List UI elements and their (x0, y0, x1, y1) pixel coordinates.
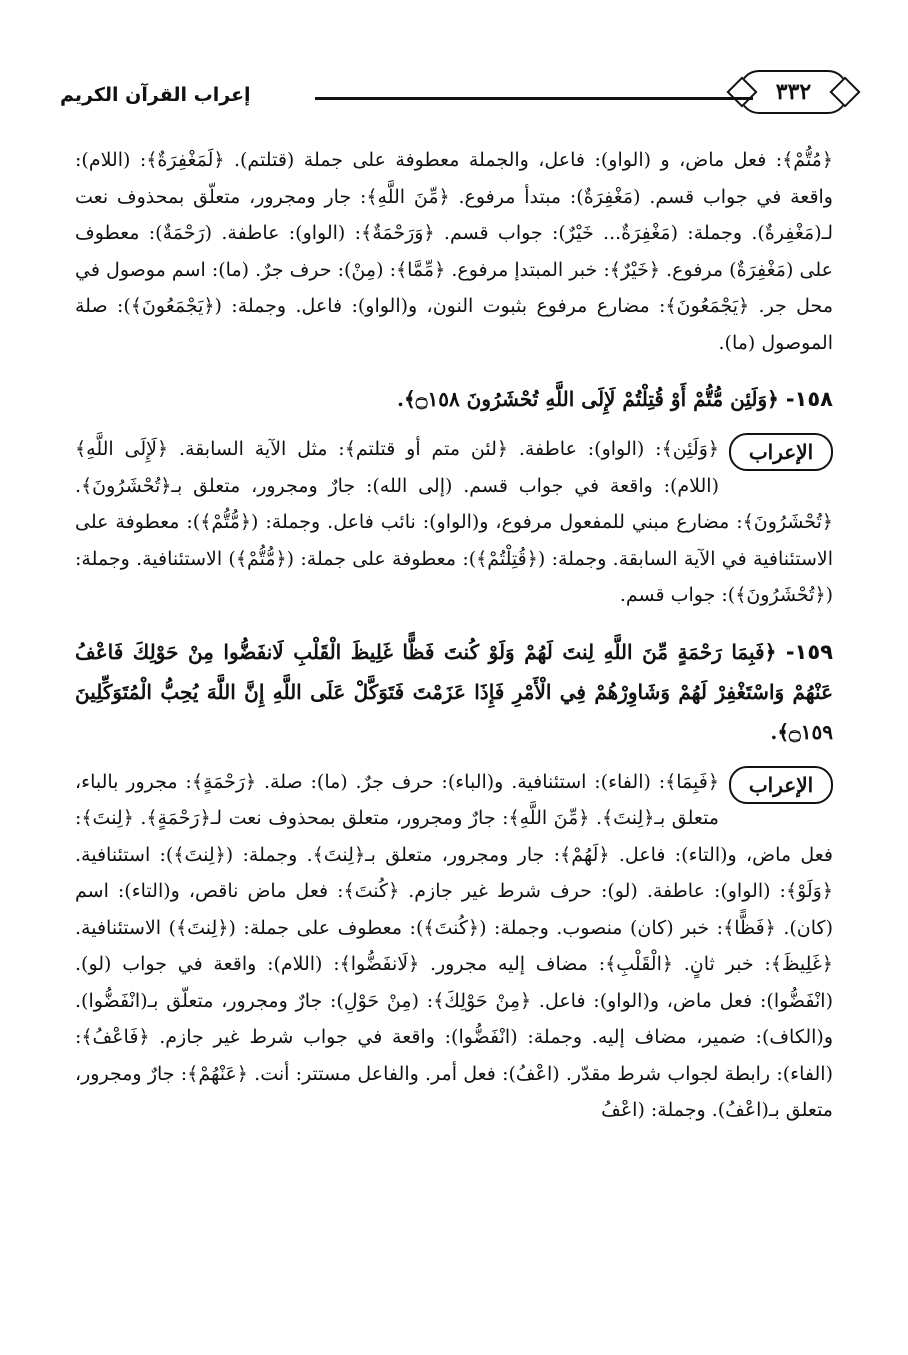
verse-159 (75, 632, 833, 752)
irab-label-box: الإعراب (729, 766, 833, 804)
verse-number: ١٥٨- (785, 387, 833, 411)
page-number-badge (739, 70, 848, 114)
header-rule (315, 97, 753, 100)
verse-number: ١٥٩- (785, 639, 833, 664)
book-title: إعراب القرآن الكريم (60, 84, 251, 106)
page-header (60, 70, 848, 120)
irab-label-box: الإعراب (729, 433, 833, 471)
page-number: ٣٣٢ (775, 79, 812, 105)
verse-text: ﴿فَبِمَا رَحْمَةٍ مِّنَ اللَّهِ لِنتَ لَهُمْ وَلَوْ كُنتَ فَظًّا غَلِيظَ الْقَلْبِ لَانفَضُّوا مِنْ حَوْلِكَ فَاعْفُ عَنْهُمْ وَاسْتَغْفِرْ لَهُمْ وَشَاوِرْهُمْ فِي الْأَمْرِ فَإِذَا عَزَمْتَ فَتَوَكَّلْ عَلَى اللَّهِ إِنَّ اللَّهَ يُحِبُّ الْمُتَوَكِّلِينَ ۝١٥٩﴾. (75, 639, 833, 744)
verse-text: ﴿وَلَئِن مُّتُّمْ أَوْ قُتِلْتُمْ لَإِلَى اللَّهِ تُحْشَرُونَ ۝١٥٨﴾. (397, 387, 779, 411)
page-content (75, 142, 833, 1129)
irab-paragraph-157: ﴿مُتُّمْ﴾: فعل ماض، و (الواو): فاعل، والجملة معطوفة على جملة (قتلتم). ﴿لَمَغْفِرَةٌ﴾: (اللام): واقعة في جواب قسم. (مَغْفِرَةٌ): مبتدأ مرفوع. ﴿مِّنَ اللَّهِ﴾: جار ومجرور، متعلّق بمحذوف نعت لـ(مَغْفِرةٌ). وجملة: (مَغْفِرَةٌ... خَيْرٌ): جواب قسم. ﴿وَرَحْمَةٌ﴾: (الواو): عاطفة. (رَحْمَةٌ): معطوف على (مَغْفِرَةٌ) مرفوع. ﴿خَيْرٌ﴾: خبر المبتدإ مرفوع. ﴿مِّمَّا﴾: (مِنْ): حرف جرٌ. (ما): اسم موصول في محل جر. ﴿يَجْمَعُونَ﴾: مضارع مرفوع بثبوت النون، و(الواو): فاعل. وجملة: (﴿يَجْمَعُونَ﴾): صلة الموصول (ما). (75, 149, 833, 354)
verse-158 (75, 379, 833, 419)
irab-paragraph-159: ﴿فَبِمَا﴾: (الفاء): استئنافية. و(الباء): حرف جرٌ. (ما): صلة. ﴿رَحْمَةٍ﴾: مجرور بالباء، متعلق بـ﴿لِنتَ﴾. ﴿مِّنَ اللَّهِ﴾: جارٌ ومجرور، متعلق بمحذوف نعت لـ﴿رَحْمَةٍ﴾. ﴿لِنتَ﴾: فعل ماض، و(التاء): فاعل. ﴿لَهُمْ﴾: جار ومجرور، متعلق بـ﴿لِنتَ﴾. وجملة: (﴿لِنتَ﴾): استئنافية. ﴿وَلَوْ﴾: (الواو): عاطفة. (لو): حرف شرط غير جازم. ﴿كُنتَ﴾: فعل ماض ناقص، و(التاء): اسم (كان). ﴿فَظًّا﴾: خبر (كان) منصوب. وجملة: (﴿كُنتَ﴾): معطوف على جملة: (﴿لِنتَ﴾) الاستئنافية. ﴿غَلِيظَ﴾: خبر ثانٍ. ﴿الْقَلْبِ﴾: مضاف إليه مجرور. ﴿لَانفَضُّوا﴾: (اللام): واقعة في جواب (لو). (انْفَضُّوا): فعل ماض، و(الواو): فاعل. ﴿مِنْ حَوْلِكَ﴾: (مِنْ حَوْلِ): جارٌ ومجرور، متعلّق بـ(انْفَضُّوا). و(الكاف): ضمير، مضاف إليه. وجملة: (انْفَضُّوا): واقعة في جواب شرط غير جازم. ﴿فَاعْفُ﴾: (الفاء): رابطة لجواب شرط مقدّر. (اعْفُ): فعل أمر. والفاعل مستتر: أنت. ﴿عَنْهُمْ﴾: جارٌ ومجرور، متعلق بـ(اعْفُ). وجملة: (اعْفُ (75, 770, 833, 1121)
irab-paragraph-158: ﴿وَلَئِن﴾: (الواو): عاطفة. ﴿لئن متم أو قتلتم﴾: مثل الآية السابقة. ﴿لَإِلَى اللَّهِ﴾ (اللام): واقعة في جواب قسم. (إلى الله): جارٌ ومجرور، متعلق بـ﴿تُحْشَرُونَ﴾. ﴿تُحْشَرُونَ﴾: مضارع مبني للمفعول مرفوع، و(الواو): نائب فاعل. وجملة: (﴿مُّتُّمْ﴾): معطوفة على الاستئنافية في الآية السابقة. وجملة: (﴿قُتِلْتُمْ﴾): معطوفة على جملة: (﴿مُّتُّمْ﴾) الاستئنافية. وجملة: (﴿تُحْشَرُونَ﴾): جواب قسم. (75, 438, 833, 606)
